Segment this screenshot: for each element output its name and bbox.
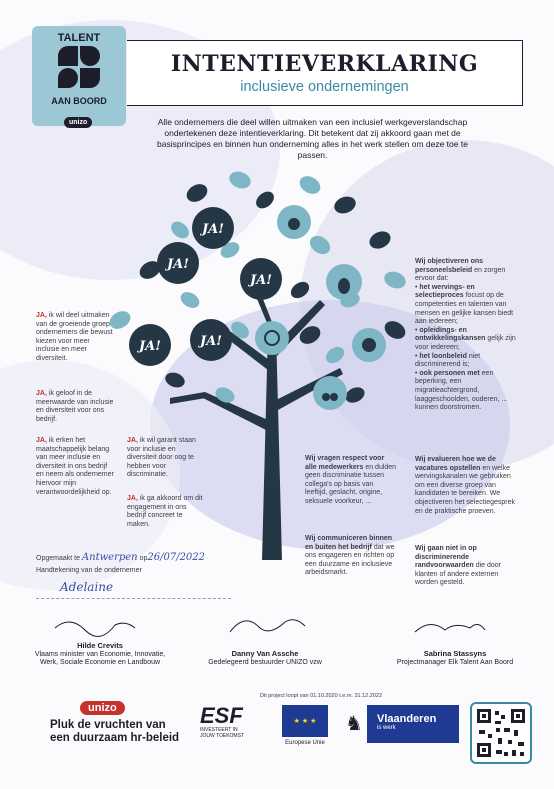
document-page: TALENT AAN BOORD unizo INTENTIEVERKLARING inclusieve ondernemingen Alle ondernemers die deel willen uitmaken van een inclusief werkgeverslandschap ondertekenen deze intentieverklaring. Dit betekent dat zij akkoord gaan met de basisprincipes en binnen hun onderneming alles in het werk stellen om deze toe te passen. JA! JA! JA! JA! JA! JA, ik wil deel uitmaken van de groeiende groep ondernemers die bewust kiezen voor meer inclusie en meer diversiteit. JA, ik geloof in de meerwaarde van inclusie en diversiteit voor ons bedrijf. JA, ik erken het maatschappelijk belang van meer inclusie en diversiteit in ons bedrijf en neem als ondernemer hiervoor mijn verantwoordelijkheid op. JA, ik wil garant staan voor inclusie en diversiteit door oog te hebben voor discriminatie. JA, ik ga akkoord om dit engagement in ons bedrijf concreet te maken. Wij vragen respect voor alle medewerkers en dulden geen discriminatie tussen collega's op basis van leeftijd, geslacht, origine, seksuele voorkeur, ... Wij communiceren binnen en buiten het bedrijf dat we ons engageren en richten op een duurzame en inclusieve arbeidsmarkt. Wij objectiveren ons personeelsbeleid en zorgen ervoor dat: • het wervings- en selectieproces focust op de competenties en talenten van mensen en gelijke kansen biedt aan iedereen; • opleidings- en ontwikkelingskansen gelijk zijn voor iedereen; • het loonbeleid niet discriminerend is; • ook personen met een beperking, een migratieachtergrond, laaggeschoolden, ouderen, ... kunnen doorstromen. Wij evalueren hoe we de vacatures opstellen en welke wervingskanalen we gebruiken om een diverse groep van kandidaten te bereiken. We objectiveren het selectiegesprek en de praktische proeven. Wij gaan niet in op discriminerende randvoorwaarden die door klanten of andere externen worden gesteld. Opgemaakt te Antwerpen op26/07/2022 Handtekening van de ondernemer Adelaine Hilde Crevits Vlaams minister van Economie, Innovatie, Werk, Sociale Economie en Landbouw Danny Van Assche Gedelegeerd bestuurder UNIZO vzw Sabrina Stassyns Projectmanager Elk Talent Aan Boord Dit project loopt van 01.10.2020 t.e.m. 31.12.2022 unizo Pluk de vruchten van een duurzaam hr-beleid ESF INVESTEERT IN JOUW TOEKOMST ★ ★ ★ Europese Unie ♞ Vlaanderen is werk [0, 0, 554, 789]
slogan-line1: Pluk de vruchten van [50, 719, 166, 731]
footer-unizo-block [50, 698, 190, 745]
project-period-note: Dit project loopt van 01.10.2020 t.e.m. 31.12.2022 [260, 693, 382, 699]
page-subtitle: inclusieve ondernemingen [240, 79, 409, 95]
intro-text: Alle ondernemers die deel willen uitmaken van een inclusief werkgeverslandschap ondertekenen deze intentieverklaring. Dit betekent dat zij akkoord gaan met de basisprincipes en binnen hun onderneming alles in het werk stellen om deze toe te passen. [157, 117, 468, 160]
esf-logo: ESF INVESTEERT IN JOUW TOEKOMST [200, 703, 244, 739]
ja-label: JA! [139, 339, 161, 354]
signatory-stassyns: Sabrina Stassyns Projectmanager Elk Talent Aan Boord [396, 649, 514, 666]
eu-flag-icon: ★ ★ ★ [282, 705, 328, 737]
ja-label: JA! [250, 273, 272, 288]
statement-5: JA, ik ga akkoord om dit engagement in ons bedrijf concreet te maken. [127, 495, 203, 528]
logo-line2: AAN BOORD [51, 96, 107, 106]
page-title: INTENTIEVERKLARING [170, 51, 479, 77]
ja-label: JA! [200, 334, 222, 349]
slogan-line2: een duurzaam hr-beleid [50, 732, 180, 744]
statement-4: JA, ik wil garant staan voor inclusie en diversiteit door oog te hebben voor discriminatie. [127, 437, 196, 479]
logo-line1: TALENT [57, 32, 101, 44]
signing-place-date: Opgemaakt te Antwerpen op26/07/2022 [36, 552, 206, 563]
respect-statement: Wij vragen respect voor alle medewerkers en dulden geen discriminatie tussen collega's op basis van leeftijd, geslacht, origine, seksuele voorkeur, ... [305, 455, 397, 505]
place-handwritten: Antwerpen [81, 552, 138, 563]
lion-icon: ♞ [345, 713, 363, 735]
qr-code-icon [474, 706, 528, 760]
statement-1: JA, ik wil deel uitmaken van de groeiende groep ondernemers die bewust kiezen voor meer inclusie en meer diversiteit. [36, 312, 113, 362]
entrepreneur-signature: Adelaine [60, 580, 114, 594]
signatory-crevits: Hilde Crevits Vlaams minister van Economie, Innovatie, Werk, Sociale Economie en Landbouw [34, 641, 166, 666]
no-discrimination-statement: Wij gaan niet in op discriminerende randvoorwaarden die door klanten of andere externen worden gesteld. [415, 545, 501, 587]
eu-logo: ★ ★ ★ Europese Unie [275, 705, 335, 746]
signatory-van-assche: Danny Van Assche Gedelegeerd bestuurder UNIZO vzw [208, 649, 322, 666]
qr-code[interactable] [470, 702, 532, 764]
statement-3: JA, ik erken het maatschappelijk belang van meer inclusie en diversiteit in ons bedrijf en neem als ondernemer hiervoor mijn verantwoordelijkheid op. [36, 437, 114, 496]
ja-label: JA! [202, 222, 224, 237]
unizo-logo: unizo [80, 701, 125, 715]
signature-label: Handtekening van de ondernemer [36, 567, 142, 574]
communicate-statement: Wij communiceren binnen en buiten het bedrijf dat we ons engageren en richten op een duurzame en inclusieve arbeidsmarkt. [305, 535, 395, 577]
unizo-badge: unizo [64, 117, 92, 128]
objectives-statement: Wij objectiveren ons personeelsbeleid en zorgen ervoor dat: • het wervings- en selectieproces focust op de competenties en talenten van mensen en gelijke kansen biedt aan iedereen; • opleidings- en ontwikkelingskansen gelijk zijn voor iedereen; • het loonbeleid niet discriminerend is; • ook personen met een beperking, een migratieachtergrond, laaggeschoolden, ouderen, ... kunnen doorstromen. [415, 258, 516, 412]
date-handwritten: 26/07/2022 [147, 552, 206, 563]
ja-label: JA! [167, 257, 189, 272]
statement-2: JA, ik geloof in de meerwaarde van inclusie en diversiteit voor ons bedrijf. [36, 390, 114, 423]
evaluate-statement: Wij evalueren hoe we de vacatures opstellen en welke wervingskanalen we gebruiken om een diverse groep van kandidaten te bereiken. We objectiveren het selectiegesprek en de praktische proeven. [415, 456, 516, 515]
